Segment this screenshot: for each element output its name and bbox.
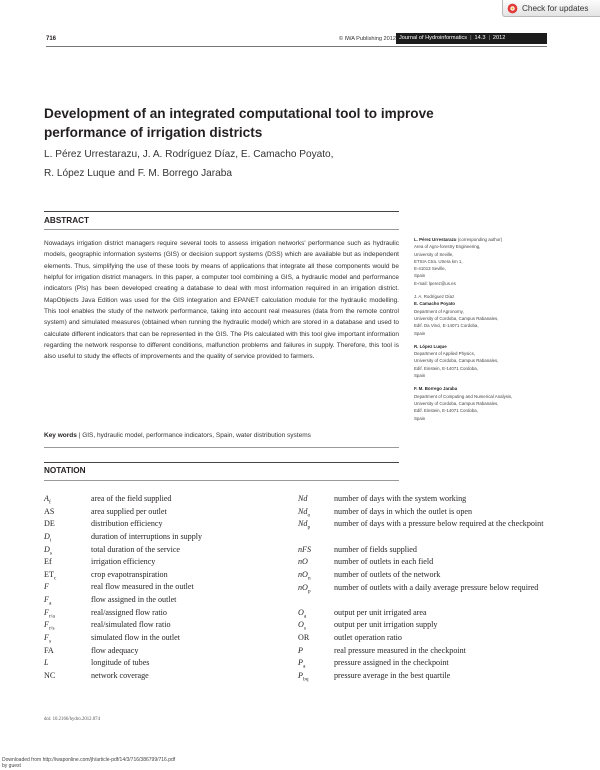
notation-row bbox=[44, 493, 294, 506]
notation-description: longitude of tubes bbox=[91, 658, 150, 668]
affiliation-author-name: J. A. Rodríguez Díaz bbox=[414, 294, 455, 300]
notation-symbol bbox=[44, 670, 55, 683]
notation-symbol-main: O bbox=[298, 607, 304, 617]
notation-symbol bbox=[298, 582, 311, 598]
notation-symbol-main: P bbox=[298, 645, 303, 655]
publisher-notice: © IWA Publishing 2012 bbox=[338, 36, 396, 42]
notation-symbol bbox=[44, 506, 54, 519]
notation-row bbox=[298, 493, 548, 506]
page-number: 716 bbox=[46, 36, 57, 42]
notation-row bbox=[298, 607, 548, 620]
notation-description: output per unit irrigated area bbox=[334, 607, 427, 617]
abstract-bottom-rule bbox=[44, 447, 399, 448]
header-rule bbox=[46, 46, 547, 47]
notation-description: real/simulated flow ratio bbox=[91, 620, 171, 630]
affiliation-line: University of Cordoba, Campus Rabanales, bbox=[414, 358, 499, 364]
notation-description: real pressure measured in the checkpoint bbox=[334, 645, 466, 655]
notation-symbol-main: nO bbox=[298, 582, 308, 592]
notation-symbol-main: D bbox=[44, 531, 50, 541]
notation-row bbox=[298, 506, 548, 519]
affiliation-line: University of Seville, bbox=[414, 251, 454, 257]
check-for-updates-icon bbox=[507, 3, 518, 14]
abstract-heading: ABSTRACT bbox=[44, 216, 90, 225]
abstract-heading-rule bbox=[44, 229, 399, 230]
notation-symbol-subscript: s bbox=[48, 638, 52, 645]
notation-row bbox=[44, 657, 294, 670]
notation-row bbox=[44, 607, 294, 620]
notation-row bbox=[298, 632, 548, 645]
affiliation-line: Spain bbox=[414, 373, 426, 379]
notation-symbol-subscript: s bbox=[49, 550, 52, 557]
notation-description: area supplied per outlet bbox=[91, 506, 167, 516]
notation-symbol-main: nO bbox=[298, 569, 308, 579]
notation-symbol-main: Nd bbox=[298, 494, 308, 503]
affiliation-line: Edif. Da Vinci, E-14071 Cordoba, bbox=[414, 323, 479, 329]
notation-description: number of days with a pressure below required at the checkpoint bbox=[334, 519, 544, 529]
affiliation-line: Spain bbox=[414, 415, 426, 421]
notation-symbol bbox=[298, 556, 308, 569]
notation-symbol-subscript: p bbox=[307, 588, 311, 595]
notation-symbol-main: Ef bbox=[44, 557, 52, 567]
affiliation-line: Spain bbox=[414, 330, 426, 336]
notation-symbol bbox=[44, 556, 52, 569]
affiliations bbox=[414, 236, 564, 428]
notation-row bbox=[298, 569, 548, 582]
notation-symbol-main: DE bbox=[44, 519, 55, 529]
notation-symbol-main: D bbox=[44, 544, 50, 554]
affiliation-block bbox=[414, 293, 564, 300]
affiliation-note: (corresponding author) bbox=[456, 237, 503, 242]
notation-description: number of days in which the outlet is open bbox=[334, 506, 473, 516]
author-line: L. Pérez Urrestarazu, J. A. Rodríguez Díaz, E. Camacho Poyato, bbox=[44, 149, 334, 160]
notation-symbol-subscript: c bbox=[53, 575, 57, 582]
author-line: R. López Luque and F. M. Borrego Jaraba bbox=[44, 168, 232, 179]
affiliation-author-name: F. M. Borrego Jaraba bbox=[414, 386, 458, 392]
notation-description: crop evapotranspiration bbox=[91, 569, 168, 579]
article-title: Development of an integrated computational tool to improve performance of irrigation districts bbox=[44, 106, 434, 140]
notation-symbol bbox=[298, 518, 310, 534]
affiliation-author bbox=[414, 294, 454, 299]
notation-symbol-main: F bbox=[44, 620, 49, 630]
author-list bbox=[44, 145, 464, 183]
notation-symbol-subscript: p bbox=[307, 524, 311, 531]
notation-row bbox=[44, 619, 294, 632]
affiliation-block bbox=[414, 343, 564, 379]
notation-symbol-main: Nd bbox=[298, 506, 308, 516]
affiliation-line: University of Cordoba, Campus Rabanales, bbox=[414, 400, 499, 406]
affiliation-line: ETSIA Ctra. Utrera km 1, bbox=[414, 258, 463, 264]
notation-row bbox=[44, 569, 294, 582]
notation-symbol-main: OR bbox=[298, 633, 310, 643]
keywords-label: Key words bbox=[44, 432, 77, 439]
notation-row bbox=[44, 632, 294, 645]
notation-row bbox=[44, 518, 294, 531]
notation-symbol bbox=[298, 645, 303, 658]
notation-heading-rule bbox=[44, 480, 399, 481]
affiliation-line: Area of Agro-forestry Engineering, bbox=[414, 244, 481, 250]
notation-row bbox=[298, 670, 548, 683]
notation-description: number of days with the system working bbox=[334, 494, 467, 503]
notation-symbol-main: Nd bbox=[298, 519, 308, 529]
notation-symbol-main: L bbox=[44, 658, 49, 668]
affiliation-line: University of Cordoba, Campus Rabanales, bbox=[414, 315, 499, 321]
check-for-updates-label: Check for updates bbox=[522, 4, 589, 13]
notation-description: pressure assigned in the checkpoint bbox=[334, 658, 449, 668]
notation-symbol bbox=[44, 518, 55, 531]
notation-description: flow adequacy bbox=[91, 645, 139, 655]
notation-row bbox=[298, 657, 548, 670]
notation-description: area of the field supplied bbox=[91, 494, 172, 503]
notation-description: number of outlets of the network bbox=[334, 569, 441, 579]
affiliation-line: Department of Applied Physics, bbox=[414, 351, 476, 357]
journal-banner: Journal of Hydroinformatics | 14.3 | 2012 bbox=[396, 33, 547, 44]
affiliation-author bbox=[414, 385, 564, 392]
notation-symbol bbox=[298, 632, 309, 645]
notation-description: distribution efficiency bbox=[91, 519, 163, 529]
notation-symbol bbox=[298, 670, 308, 686]
notation-description: outlet operation ratio bbox=[334, 633, 402, 643]
notation-row bbox=[44, 670, 294, 683]
notation-description: irrigation efficiency bbox=[91, 557, 156, 567]
download-notice bbox=[2, 757, 175, 769]
notation-row bbox=[298, 645, 548, 658]
notation-symbol-main: P bbox=[298, 658, 303, 668]
notation-symbol-subscript: f bbox=[48, 499, 51, 506]
notation-description: pressure average in the best quartile bbox=[334, 671, 451, 680]
keywords-list: GIS, hydraulic model, performance indicators, Spain, water distribution systems bbox=[82, 432, 311, 439]
affiliation-line: Edif. Einstein, E-14071 Cordoba, bbox=[414, 365, 478, 371]
notation-row bbox=[298, 582, 548, 607]
notation-symbol-subscript: a bbox=[48, 600, 52, 607]
affiliation-line: Department of Computing and Numerical Analysis, bbox=[414, 393, 513, 399]
affiliation-line: E-41013 Seville, bbox=[414, 266, 446, 272]
notation-symbol-main: ET bbox=[44, 569, 54, 579]
notation-description: simulated flow in the outlet bbox=[91, 633, 181, 643]
affiliation-line: Department of Agronomy, bbox=[414, 308, 464, 314]
notation-description: duration of interruptions in supply bbox=[91, 531, 203, 541]
journal-year: 2012 bbox=[492, 35, 506, 41]
notation-symbol bbox=[44, 645, 54, 658]
notation-symbol-main: O bbox=[298, 620, 304, 630]
notation-symbol bbox=[298, 493, 307, 506]
notation-list-left bbox=[44, 493, 294, 683]
keywords: Key words | GIS, hydraulic model, performance indicators, Spain, water distribution systems bbox=[44, 432, 311, 439]
notation-symbol-subscript: s bbox=[303, 626, 306, 633]
doi: doi: 10.2166/hydro.2012.074 bbox=[44, 717, 100, 722]
notation-symbol-subscript: r/s bbox=[48, 626, 55, 633]
notation-row bbox=[298, 518, 548, 543]
notation-description: output per unit irrigation supply bbox=[334, 620, 438, 630]
notation-row bbox=[298, 544, 548, 557]
notation-symbol-main: nFS bbox=[298, 544, 312, 554]
notation-row bbox=[44, 531, 294, 544]
notation-row bbox=[44, 506, 294, 519]
notation-symbol-main: A bbox=[44, 494, 49, 503]
notation-symbol-main: AS bbox=[44, 506, 55, 516]
notation-symbol-main: P bbox=[298, 671, 303, 680]
notation-description: number of outlets with a daily average pressure below required bbox=[334, 582, 539, 592]
notation-symbol-subscript: bq bbox=[302, 676, 309, 683]
affiliation-line: E-mail: lperez@us.es bbox=[414, 280, 456, 286]
affiliation-block bbox=[414, 385, 564, 421]
notation-list-right bbox=[298, 493, 548, 683]
notation-description: flow assigned in the outlet bbox=[91, 595, 177, 605]
notation-symbol-subscript: a bbox=[302, 663, 306, 670]
notation-description: total duration of the service bbox=[91, 544, 180, 554]
notation-symbol-main: NC bbox=[44, 670, 56, 680]
notation-description: number of outlets in each field bbox=[334, 557, 434, 567]
notation-symbol-subscript: o bbox=[307, 512, 311, 519]
abstract-text: Nowadays irrigation district managers require several tools to assess irrigation networks' performance such as hydraulic models, geographic information systems (GIS) or decision support systems (DSS) which are available but as independent elements. Thus, simplifying the use of these tools by means of applications that integrate all these components would be helpful for irrigation district managers. In this paper, a computer tool combining a GIS, a hydraulic model and performance indicators (PIs) has been developed creating a database to deal with most information required in an irrigation district. MapObjects Java Edition was used for the GIS integration and EPANET calculation module for the hydraulic modelling. This tool enables the study of the network performance, taking into account real measures (data from the remote control system) and simulated measures (obtained when running the hydraulic model) which are stored in a database and used to calculate different indicators that can be represented in the GIS. The PIs calculated with this tool give important information regarding the network response to different conditions, malfunction problems and failures in supply. Therefore, this tool is also useful to study the effects of improvements and the quality of service provided to farmers. bbox=[44, 240, 399, 361]
affiliation-author bbox=[414, 343, 564, 350]
notation-symbol bbox=[44, 581, 49, 594]
notation-row bbox=[44, 556, 294, 569]
affiliation-line: Edif. Einstein, E-14071 Cordoba, bbox=[414, 408, 478, 414]
affiliation-author bbox=[414, 236, 564, 243]
abstract-top-rule bbox=[44, 211, 399, 212]
journal-name: Journal of Hydroinformatics bbox=[399, 35, 468, 41]
notation-row bbox=[44, 645, 294, 658]
notation-symbol-main: F bbox=[44, 595, 49, 605]
notation-symbol-main: F bbox=[44, 582, 49, 592]
notation-symbol bbox=[44, 657, 49, 670]
notation-symbol-subscript: r/a bbox=[48, 613, 55, 620]
notation-heading: NOTATION bbox=[44, 466, 86, 475]
notation-description: network coverage bbox=[91, 670, 149, 680]
notation-symbol-main: FA bbox=[44, 645, 54, 655]
notation-top-rule bbox=[44, 462, 399, 463]
notation-row bbox=[44, 594, 294, 607]
notation-symbol-subscript: i bbox=[49, 537, 52, 544]
notation-description: number of fields supplied bbox=[334, 544, 417, 554]
affiliation-author-name: R. López Luque bbox=[414, 343, 447, 349]
notation-row bbox=[298, 556, 548, 569]
affiliation-block bbox=[414, 236, 564, 287]
journal-volume: 14.3 bbox=[474, 35, 486, 41]
affiliation-author-name: L. Pérez Urrestarazu bbox=[414, 237, 457, 242]
notation-symbol-main: F bbox=[44, 607, 49, 617]
affiliation-author bbox=[414, 300, 564, 307]
notation-symbol bbox=[298, 544, 311, 557]
notation-description: real flow measured in the outlet bbox=[91, 582, 194, 592]
notation-row bbox=[44, 581, 294, 594]
notation-symbol-main: nO bbox=[298, 557, 308, 567]
notation-symbol-main: F bbox=[44, 633, 49, 643]
affiliation-line: Spain bbox=[414, 273, 426, 279]
download-user: by guest bbox=[2, 763, 21, 769]
notation-row bbox=[298, 619, 548, 632]
notation-description: real/assigned flow ratio bbox=[91, 607, 167, 617]
affiliation-author-name: E. Camacho Poyato bbox=[414, 301, 455, 307]
affiliation-block bbox=[414, 300, 564, 336]
notation-symbol-subscript: n bbox=[307, 575, 311, 582]
check-for-updates-button[interactable] bbox=[502, 0, 600, 17]
notation-row bbox=[44, 544, 294, 557]
download-source: Downloaded from http://iwaponline.com/jh/article-pdf/14/3/716/386799/716.pdf bbox=[2, 757, 176, 763]
notation-symbol-subscript: a bbox=[303, 613, 307, 620]
